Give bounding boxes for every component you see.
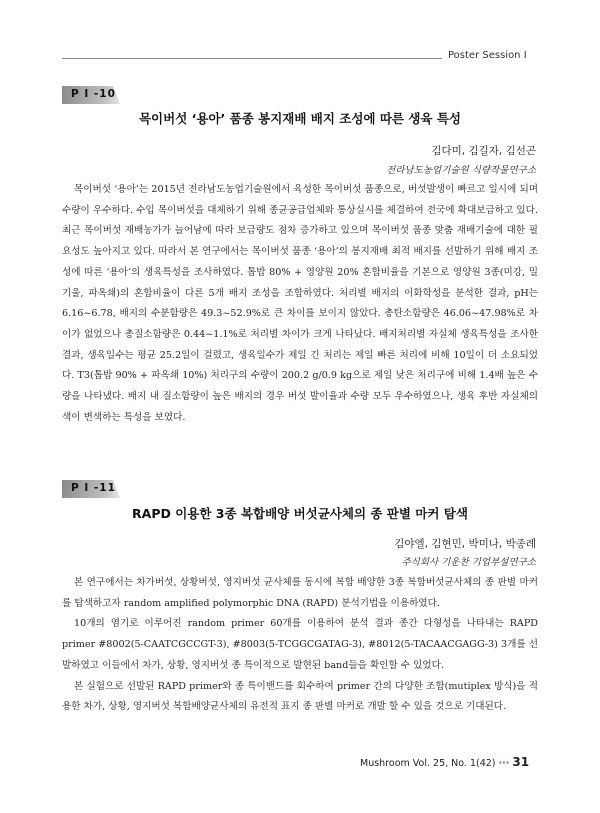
abstract-authors: 김다미, 김길자, 김선곤 xyxy=(431,145,536,157)
abstract-paragraph: 10개의 염기로 이루어진 random primer 60개를 이용하여 분석 결과 종간 다형성을 나타내는 RAPD primer #8002(5-CAATCGCCGT-3), #8003(5-TCGGCGATAG-3), #8012(5-TACAACGAGG-3) 3개를 선발하였고 이들에서 차가, 상황, 영지버섯 종 특이적으로 발현된 band들을 확인할 수 있었다. xyxy=(62,618,538,671)
running-header: Poster Session Ⅰ xyxy=(448,50,527,61)
abstract-paragraph: 목이버섯 ‘용아’는 2015년 전라남도농업기술원에서 육성한 목이버섯 품종으로, 버섯발생이 빠르고 일시에 되며 수량이 우수하다. 수입 목이버섯을 대체하기 위해 종균공급업체와 통상실시를 체결하여 전국에 확대보급하고 있다. 최근 목이버섯 재배농가가 늘어남에 따라 보급량도 점차 증가하고 있으며 목이버섯 품종 맞춤 재배기술에 대한 필요성도 높아지고 있다. 따라서 본 연구에서는 목이버섯 품종 ‘용아’의 봉지재배 최적 배지를 선발하기 위해 배지 조성에 따른 ‘용아’의 생육특성을 조사하였다. 톱밥 80% + 영양원 20% 혼합비율을 기본으로 영양원 3종(미강, 밀기울, 파옥쇄)의 혼합비율이 다른 5개 배지 조성을 조합하였다. 처리별 배지의 이화학성을 분석한 결과, pH는 6.16~6.78, 배지의 수분함량은 49.3~52.9%로 큰 차이를 보이지 않았다. 총탄소함량은 46.06~47.98%로 차이가 없었으나 총질소함량은 0.44~1.1%로 처리별 차이가 크게 나타났다. 배지처리별 자실체 생육특성을 조사한 결과, 생육일수는 평균 25.2일이 걸렸고, 생육일수가 제일 긴 처리는 제일 빠른 처리에 비해 10일이 더 소요되었다. T3(톱밥 90% + 파옥쇄 10%) 처리구의 수량이 200.2 g/0.9 kg으로 제일 낮은 처리구에 비해 1.4배 높은 수량을 나타냈다. 배지 내 질소함량이 높은 배지의 경우 버섯 발이율과 수량 모두 우수하였으나, 생육 후반 자실체의 색이 변색하는 특성을 보였다. xyxy=(62,184,538,423)
abstract-title: RAPD 이용한 3종 복합배양 버섯균사체의 종 판별 마커 탐색 xyxy=(132,506,468,521)
abstract-title: 목이버섯 ‘용아’ 품종 봉지재배 배지 조성에 따른 생육 특성 xyxy=(138,111,462,126)
abstract-paragraph: 본 연구에서는 차가버섯, 상황버섯, 영지버섯 균사체를 동시에 복합 배양한 3종 복합버섯균사체의 종 판별 마커를 탐색하고자 random amplified polymorphic DNA (RAPD) 분석기법을 이용하였다. xyxy=(62,577,538,609)
abstract-affiliation: 전라남도농업기술원 식량작물연구소 xyxy=(386,165,536,176)
header-rule xyxy=(62,58,442,59)
abstract-body xyxy=(62,180,538,428)
abstract-code: P I -10 xyxy=(71,88,116,100)
abstract-affiliation: 주식회사 기운찬 기업부설연구소 xyxy=(401,557,536,568)
abstract-authors: 김야엘, 김현민, 박미나, 박종례 xyxy=(394,538,536,550)
abstract-code: P I -11 xyxy=(71,482,116,494)
page-number: 31 xyxy=(512,755,530,769)
abstract-body xyxy=(62,573,538,718)
abstract-code-badge xyxy=(62,480,122,498)
footer-dots: ··· xyxy=(498,758,510,769)
abstract-code-badge xyxy=(62,86,122,104)
page-footer xyxy=(360,755,529,769)
abstract-paragraph: 본 실험으로 선발된 RAPD primer와 종 특이밴드를 회수하여 primer 간의 다양한 조합(mutiplex 방식)을 적용한 차가, 상황, 영지버섯 복합배양균사체의 유전적 표지 종 판별 마커로 개발 할 수 있을 것으로 기대된다. xyxy=(62,680,538,713)
journal-citation: Mushroom Vol. 25, No. 1(42) xyxy=(360,758,496,769)
